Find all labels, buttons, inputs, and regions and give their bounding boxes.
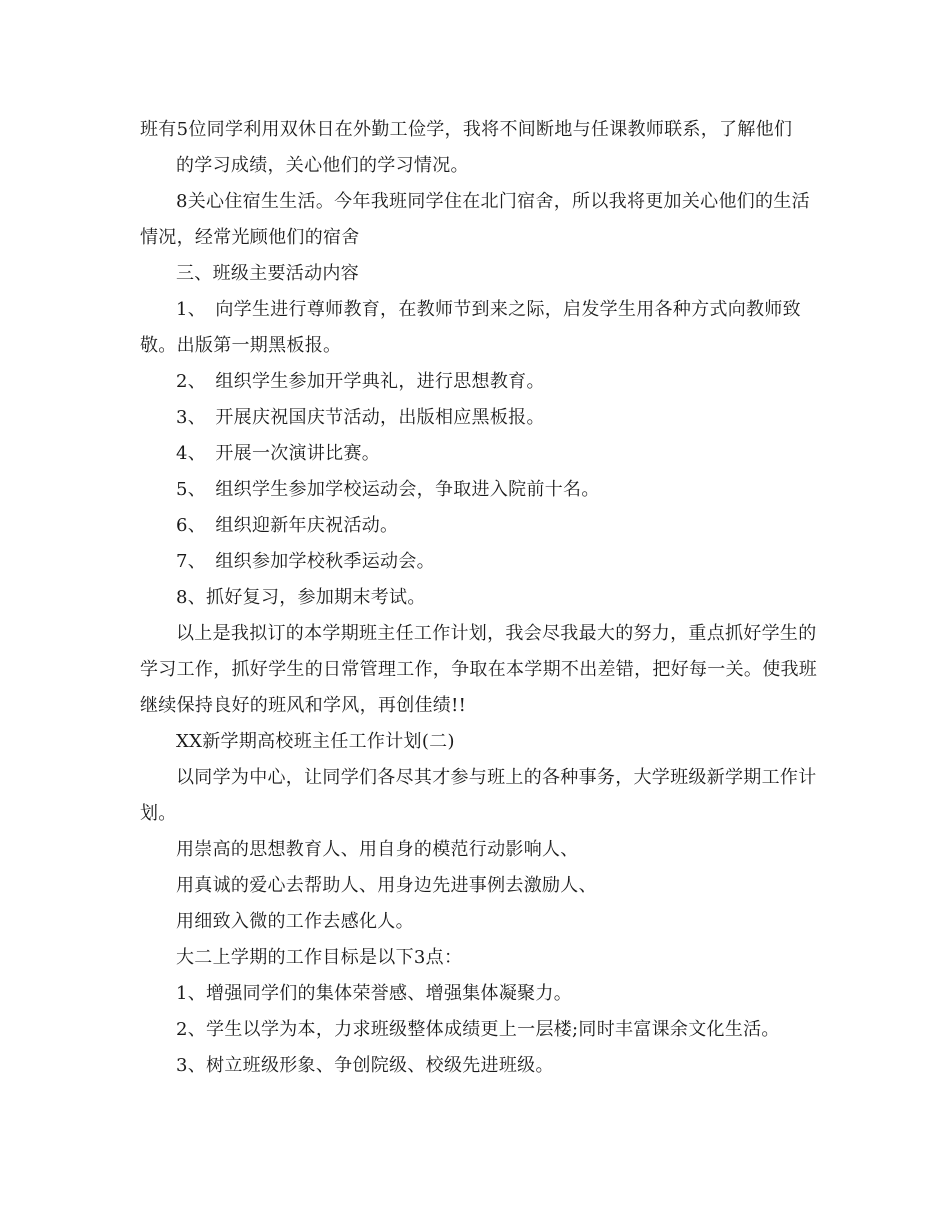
document-body [140,112,820,1084]
list-item: 7、 组织参加学校秋季运动会。 [176,551,435,572]
list-item: 5、 组织学生参加学校运动会，争取进入院前十名。 [176,479,600,500]
list-item: 4、 开展一次演讲比赛。 [176,443,381,464]
paragraph: 用细致入微的工作去感化人。 [176,911,414,932]
list-item: 8、抓好复习，参加期末考试。 [176,587,426,608]
list-item: 6、 组织迎新年庆祝活动。 [176,515,399,536]
paragraph: 大二上学期的工作目标是以下3点： [176,947,463,968]
list-item: 1、增强同学们的集体荣誉感、增强集体凝聚力。 [176,983,573,1004]
section-title: XX新学期高校班主任工作计划(二) [176,731,455,752]
paragraph: 的学习成绩，关心他们的学习情况。 [176,155,469,176]
paragraph: 班有5位同学利用双休日在外勤工俭学，我将不间断地与任课教师联系，了解他们 [140,119,793,140]
paragraph: 以上是我拟订的本学期班主任工作计划，我会尽我最大的努力，重点抓好学生的学习工作，抓好学生的日常管理工作，争取在本学期不出差错，把好每一关。使我班继续保持良好的班风和学风，再创佳绩!! [140,623,818,716]
paragraph: 用崇高的思想教育人、用自身的模范行动影响人、 [176,839,579,860]
paragraph: 用真诚的爱心去帮助人、用身边先进事例去激励人、 [176,875,597,896]
list-item: 3、树立班级形象、争创院级、校级先进班级。 [176,1055,554,1076]
paragraph: 以同学为中心，让同学们各尽其才参与班上的各种事务，大学班级新学期工作计划。 [140,767,817,824]
list-item: 1、 向学生进行尊师教育，在教师节到来之际，启发学生用各种方式向教师致敬。出版第一期黑板报。 [140,299,801,356]
list-item: 2、 组织学生参加开学典礼，进行思想教育。 [176,371,545,392]
section-heading: 三、班级主要活动内容 [176,263,359,284]
paragraph: 8关心住宿生生活。今年我班同学住在北门宿舍，所以我将更加关心他们的生活情况，经常光顾他们的宿舍 [140,191,810,248]
list-item: 3、 开展庆祝国庆节活动，出版相应黑板报。 [176,407,545,428]
list-item: 2、学生以学为本，力求班级整体成绩更上一层楼;同时丰富课余文化生活。 [176,1019,780,1040]
